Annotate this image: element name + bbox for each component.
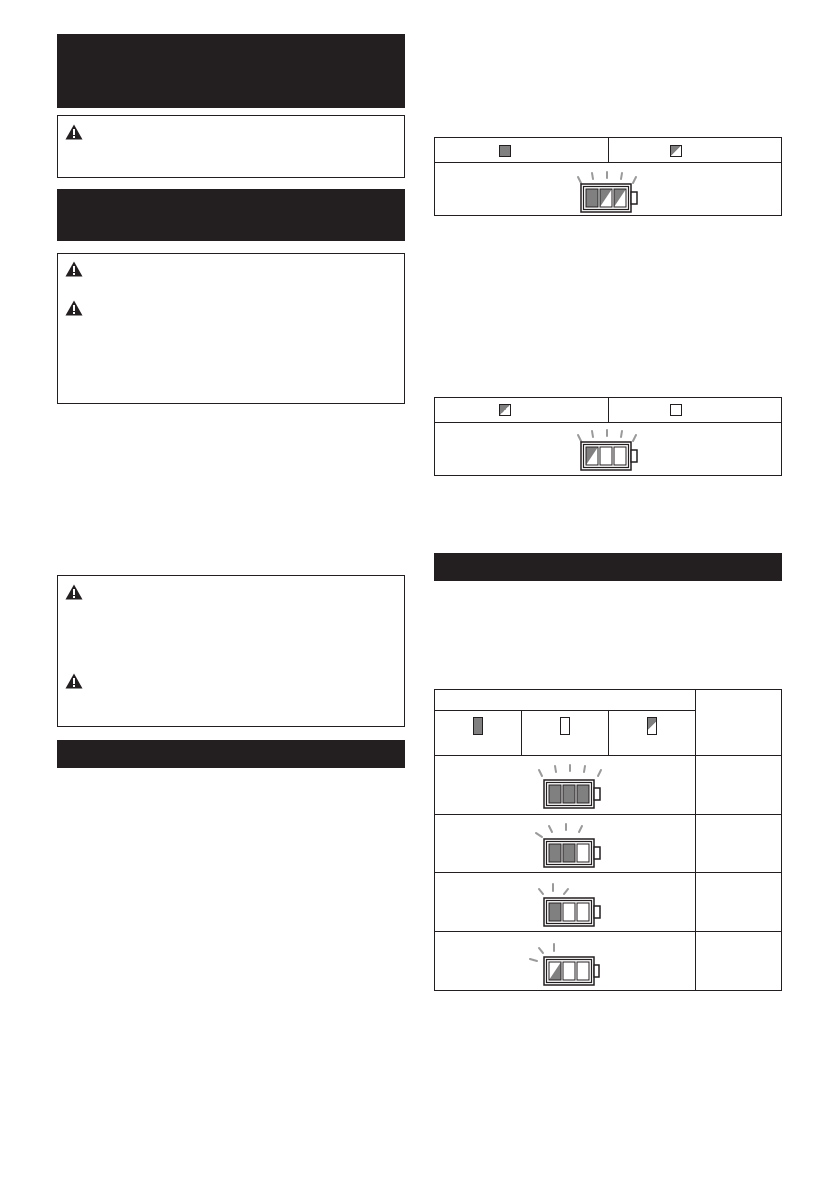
warning-triangle-icon xyxy=(65,261,83,277)
table-2-header-divider xyxy=(435,422,781,423)
table-3-lamp-column-divider xyxy=(608,710,609,755)
lamp-blinking-icon xyxy=(670,145,682,157)
section-header-bar-3 xyxy=(57,740,405,768)
warning-triangle-icon xyxy=(65,300,83,316)
section-header-bar-4 xyxy=(434,553,782,581)
table-1-header-divider xyxy=(435,162,781,163)
warning-triangle-icon xyxy=(65,673,83,689)
table-3-lamp-column-divider xyxy=(521,710,522,755)
section-header-bar-2 xyxy=(57,189,405,241)
table-1-column-divider xyxy=(608,138,609,162)
table-3-right-column-divider xyxy=(695,690,696,990)
battery-indicator-icon xyxy=(537,764,603,810)
battery-indicator-icon xyxy=(533,823,599,869)
warning-box-1 xyxy=(57,115,405,178)
warning-box-3 xyxy=(57,575,405,727)
table-3-header-subdivider xyxy=(435,710,695,711)
section-header-bar-1 xyxy=(57,34,405,108)
indicator-table-1 xyxy=(434,137,782,216)
table-3-row-divider xyxy=(435,755,781,756)
lamp-blinking-icon xyxy=(647,717,657,735)
battery-indicator-icon xyxy=(533,882,599,928)
indicator-table-2 xyxy=(434,397,782,476)
table-2-column-divider xyxy=(608,398,609,422)
table-3-row-divider xyxy=(435,931,781,932)
table-3-row-divider xyxy=(435,814,781,815)
warning-triangle-icon xyxy=(65,124,83,140)
battery-indicator-icon xyxy=(577,429,639,471)
lamp-blinking-icon xyxy=(499,404,511,416)
indicator-table-3 xyxy=(434,689,782,991)
battery-indicator-icon xyxy=(529,939,599,987)
warning-box-2 xyxy=(57,253,405,404)
battery-indicator-icon xyxy=(577,171,639,213)
warning-triangle-icon xyxy=(65,584,83,600)
lamp-off-icon xyxy=(670,404,682,416)
lamp-lit-icon xyxy=(473,717,483,735)
lamp-off-icon xyxy=(560,717,570,735)
table-3-row-divider xyxy=(435,872,781,873)
lamp-lit-icon xyxy=(499,145,511,157)
